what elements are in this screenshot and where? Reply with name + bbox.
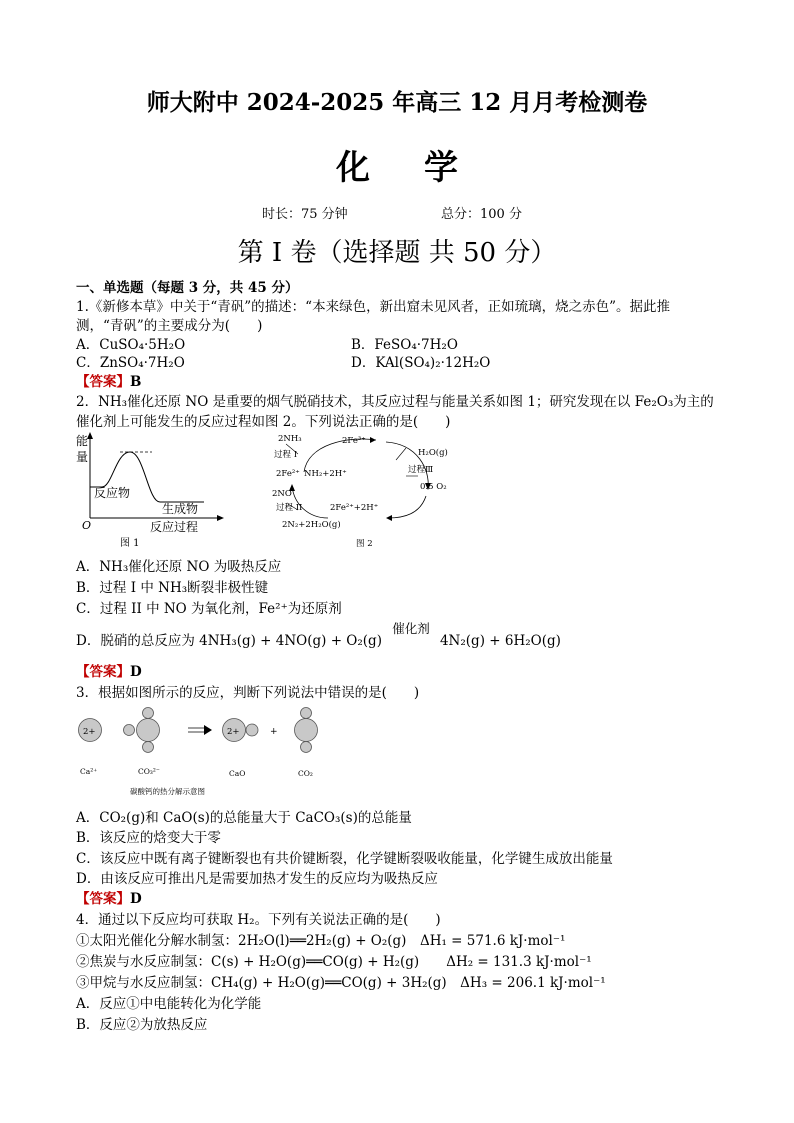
page-title: 师大附中 2024-2025 年高三 12 月月考检测卷 — [146, 89, 648, 116]
answer-label: 【答案】 — [76, 891, 130, 907]
fig2-h2o: H₂O(g) — [418, 448, 448, 458]
caco3-decomposition-figure — [72, 704, 342, 800]
q3-option-a: A．CO₂(g)和 CaO(s)的总能量大于 CaCO₃(s)的总能量 — [76, 810, 412, 826]
answer-label: 【答案】 — [76, 374, 130, 390]
fig2-o2: 0.5 O₂ — [420, 482, 447, 492]
q4-stem: 4．通过以下反应均可获取 H₂。下列有关说法正确的是( ) — [76, 912, 441, 928]
q2-option-d-products: 4N₂(g) + 6H₂O(g) — [439, 633, 561, 649]
plus-sign: + — [270, 727, 278, 737]
fig1-ylabel-1: 能 — [76, 434, 89, 448]
q1-answer — [76, 370, 141, 390]
ca-label: Ca²⁺ — [80, 767, 98, 776]
exam-total-score: 总分：100 分 — [441, 207, 522, 222]
volume-heading: 第 I 卷（选择题 共 50 分） — [237, 238, 557, 268]
q3-option-b: B．该反应的焓变大于零 — [76, 830, 221, 846]
q4-reaction-3: ③甲烷与水反应制氢：CH₄(g) + H₂O(g)══CO(g) + 3H₂(g) ΔH₃ = 206.1 kJ·mol⁻¹ — [76, 975, 606, 991]
fig2-process-2: 过程 II — [276, 503, 303, 513]
q2-option-c: C．过程 II 中 NO 为氧化剂，Fe²⁺为还原剂 — [76, 601, 342, 617]
exam-duration: 时长：75 分钟 — [262, 207, 348, 222]
answer-value: D — [130, 891, 142, 907]
answer-value: D — [130, 664, 142, 680]
fig1-reactant-label: 反应物 — [94, 486, 131, 500]
q4-reaction-1: ①太阳光催化分解水制氢：2H₂O(l)══2H₂(g) + O₂(g) ΔH₁ = 571.6 kJ·mol⁻¹ — [76, 933, 566, 949]
q2-option-a: A．NH₃催化还原 NO 为吸热反应 — [76, 559, 282, 575]
catalyst-label: 催化剂 — [392, 621, 430, 636]
q3-option-c: C．该反应中既有离子键断裂也有共价键断裂，化学键断裂吸收能量，化学键生成放出能量 — [76, 851, 613, 867]
section-heading: 一、单选题（每题 3 分，共 45 分） — [76, 280, 299, 296]
catalytic-cycle-figure — [268, 430, 468, 552]
catalyst-arrow — [382, 621, 440, 649]
fig1-ylabel-2: 量 — [76, 450, 89, 464]
q1-option-d: D．KAl(SO₄)₂·12H₂O — [351, 355, 491, 371]
q2-stem-line2: 催化剂上可能发生的反应过程如图 2。下列说法正确的是( ) — [76, 414, 451, 430]
fig2-n2: 2N₂+2H₂O(g) — [282, 520, 341, 530]
fig2-process-3: 过程Ⅲ — [408, 465, 434, 475]
co2-label: CO₂ — [298, 769, 313, 778]
q1-stem-line1: 1.《新修本草》中关于“青矾”的描述：“本来绿色，新出窟未见风者，正如琉璃，烧之赤色”。据此推 — [76, 299, 670, 315]
answer-value: B — [130, 374, 142, 390]
q4-option-b: B．反应②为放热反应 — [76, 1017, 208, 1033]
fig2-nh3: 2NH₃ — [278, 434, 302, 444]
energy-profile-figure — [76, 432, 226, 550]
fig3-caption: 碳酸钙的热分解示意图 — [130, 787, 205, 796]
q4-option-a: A．反应①中电能转化为化学能 — [76, 996, 262, 1012]
q2-option-d-reactants: D．脱硝的总反应为 4NH₃(g) + 4NO(g) + O₂(g) — [76, 633, 382, 649]
q2-answer — [76, 660, 142, 680]
fig2-process-1: 过程 I — [274, 450, 298, 460]
q3-answer — [76, 887, 142, 907]
subject-title: 化学 — [336, 148, 512, 188]
q2-stem-line1: 2．NH₃催化还原 NO 是重要的烟气脱硝技术，其反应过程与能量关系如图 1；研究发现在以 Fe₂O₃为主的 — [76, 394, 714, 410]
q4-reaction-2: ②焦炭与水反应制氢：C(s) + H₂O(g)══CO(g) + H₂(g) ΔH₂ = 131.3 kJ·mol⁻¹ — [76, 954, 592, 970]
fig2-fe2-h: 2Fe²⁺+2H⁺ — [330, 503, 379, 513]
ca-ion-charge: 2+ — [83, 727, 96, 737]
fig2-caption: 图 2 — [356, 539, 373, 549]
fig2-fe2: 2Fe²⁺ — [276, 469, 300, 479]
answer-label: 【答案】 — [76, 664, 130, 680]
fig1-xlabel: 反应过程 — [150, 520, 199, 534]
q1-option-b: B．FeSO₄·7H₂O — [351, 337, 458, 353]
cao-label: CaO — [229, 769, 246, 778]
q2-option-d — [76, 621, 561, 649]
fig1-origin: O — [82, 519, 92, 532]
fig1-caption: 图 1 — [120, 538, 140, 549]
q3-stem: 3．根据如图所示的反应，判断下列说法中错误的是( ) — [76, 685, 420, 701]
fig2-nh2: NH₂+2H⁺ — [304, 469, 347, 479]
fig2-no: 2NO — [272, 489, 292, 499]
cao-charge: 2+ — [227, 727, 240, 737]
q1-option-a: A．CuSO₄·5H₂O — [76, 337, 186, 353]
q3-option-d: D．由该反应可推出凡是需要加热才发生的反应均为吸热反应 — [76, 871, 438, 887]
fig2-fe3: 2Fe³⁺ — [342, 436, 366, 446]
q1-stem-line2: 测，“青矾”的主要成分为( ) — [76, 318, 263, 334]
q2-option-b: B．过程 I 中 NH₃断裂非极性键 — [76, 580, 269, 596]
fig1-product-label: 生成物 — [162, 502, 199, 516]
co3-label: CO₃²⁻ — [138, 767, 160, 776]
q1-option-c: C．ZnSO₄·7H₂O — [76, 355, 185, 371]
